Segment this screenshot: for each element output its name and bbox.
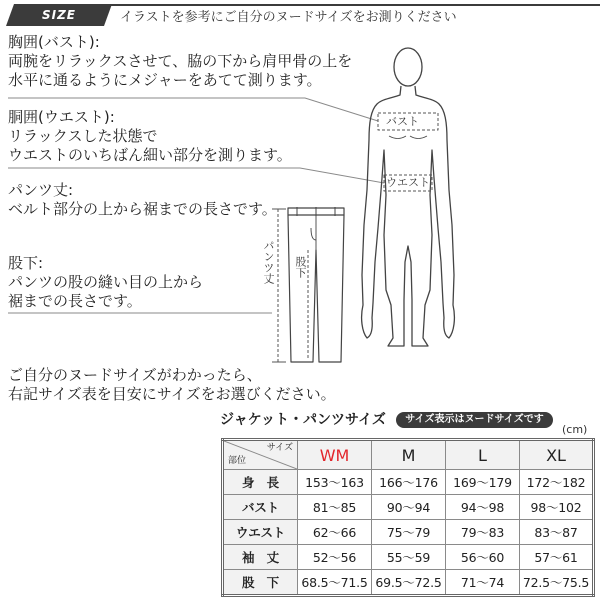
pants-figure [272,207,344,362]
header-instruction: イラストを参考にご自分のヌードサイズをお測りください [120,10,457,25]
body-chest-contour [389,136,427,139]
table-cell: 75〜79 [372,520,446,545]
table-row-height [223,470,594,495]
body-head [394,48,422,86]
note-line: ご自分のヌードサイズがわかったら、 [8,366,262,384]
corner-size-label: サイズ [266,443,293,453]
waist-guide-line: リラックスした状態で [8,127,158,145]
size-header-m: M [372,440,446,470]
table-cell: 98〜102 [520,495,594,520]
table-cell: 55〜59 [372,545,446,570]
table-cell: 52〜56 [298,545,372,570]
body-bust-label: バスト [386,115,419,128]
size-header-l: L [446,440,520,470]
inseam-guide-line: 裾までの長さです。 [8,292,142,310]
row-label: ウエスト [223,520,298,545]
size-header-wm: WM [298,440,372,470]
table-row-waist [223,520,594,545]
table-cell: 153〜163 [298,470,372,495]
header-rule [104,4,600,6]
table-cell: 68.5〜71.5 [298,570,372,596]
table-row-inseam [223,570,594,596]
bust-guide-line: 水平に通るようにメジャーをあてて測ります。 [8,71,322,89]
inseam-guide [8,254,203,311]
pants-fly [311,215,316,250]
table-cell: 90〜94 [372,495,446,520]
pants-length-label: パンツ丈 [262,240,275,284]
pants-length-guide-title: パンツ丈: [8,181,74,199]
table-cell: 94〜98 [446,495,520,520]
note-line: 右記サイズ表を目安にサイズをお選びください。 [8,385,336,403]
row-label: 股 下 [223,570,298,596]
inseam-guide-title: 股下: [8,254,44,272]
size-header-xl: XL [520,440,594,470]
row-label: 袖 丈 [223,545,298,570]
table-cell: 81〜85 [298,495,372,520]
table-cell: 83〜87 [520,520,594,545]
table-cell: 166〜176 [372,470,446,495]
table-cell: 69.5〜72.5 [372,570,446,596]
table-cell: 57〜61 [520,545,594,570]
table-cell: 72.5〜75.5 [520,570,594,596]
size-table [221,438,595,597]
table-row-bust [223,495,594,520]
pants-length-guide-line: ベルト部分の上から裾までの長さです。 [8,200,277,218]
nude-size-badge: サイズ表示はヌードサイズです [396,412,553,428]
corner-part-label: 部位 [228,456,247,466]
row-label: 身 長 [223,470,298,495]
body-figure [362,48,455,346]
waist-guide-title: 胴囲(ウエスト): [8,108,115,126]
waist-guide [8,108,292,165]
pants-length-guide [8,181,277,219]
bust-guide-line: 両腕をリラックスさせて、脇の下から肩甲骨の上を [8,52,353,70]
table-cell: 62〜66 [298,520,372,545]
size-selection-note [8,366,336,404]
table-cell: 79〜83 [446,520,520,545]
table-cell: 172〜182 [520,470,594,495]
waist-guide-line: ウエストのいちばん細い部分を測ります。 [8,146,292,164]
pants-length-ticks [272,209,286,362]
table-cell: 56〜60 [446,545,520,570]
table-header-row [223,440,594,470]
bust-guide [8,33,352,90]
pants-inseam-label: 股下 [294,256,307,278]
inseam-guide-line: パンツの股の縫い目の上から [8,273,204,291]
size-tab-label: SIZE [41,8,76,22]
unit-label: (cm) [562,423,588,436]
row-label: バスト [223,495,298,520]
table-corner-cell [223,440,298,470]
table-cell: 169〜179 [446,470,520,495]
table-row-sleeve [223,545,594,570]
body-waist-label: ウエスト [386,176,430,189]
table-cell: 71〜74 [446,570,520,596]
size-table-title: ジャケット・パンツサイズ [220,412,386,428]
bust-guide-title: 胸囲(バスト): [8,33,100,51]
